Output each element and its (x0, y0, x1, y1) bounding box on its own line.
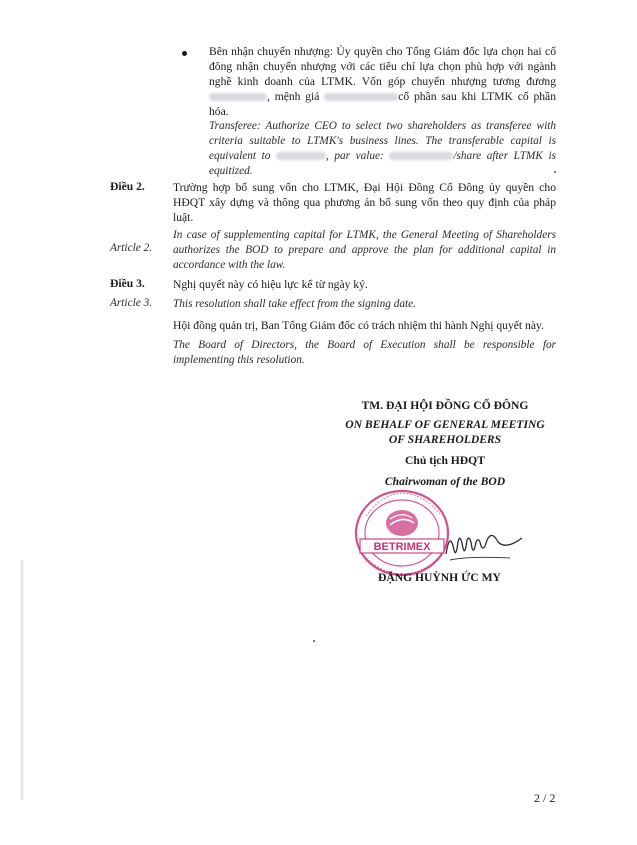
article2-text-en-wrap (173, 228, 556, 273)
article3-text-vn-wrap (173, 277, 556, 292)
behalf-en-line1: ON BEHALF OF GENERAL MEETING (345, 418, 545, 431)
article3-text-vn: Nghị quyết này có hiệu lực kể từ ngày ký. (173, 278, 368, 291)
transferee-en: Transferee: Authorize CEO to select two shareholders as transferee with criteria suitable to LTMK's business lines. The transferable capital is equivalent to , par value: /share after LTMK is equitized. (209, 120, 557, 177)
article3-text-en-wrap (173, 297, 556, 312)
scan-speck (313, 640, 315, 642)
duty-vn: Hội đồng quản trị, Ban Tổng Giám đốc có trách nhiệm thi hành Nghị quyết này. (173, 319, 544, 332)
duty-en: The Board of Directors, the Board of Execution shall be responsible for implementing this resolution. (173, 339, 556, 366)
behalf-en-line2: OF SHAREHOLDERS (388, 433, 502, 446)
article2-text-en: In case of supplementing capital for LTMK, the General Meeting of Shareholders authorizes the BOD to prepare and approve the plan for additional capital in accordance with the law. (173, 229, 556, 271)
behalf-vn: TM. ĐẠI HỘI ĐỒNG CỔ ĐÔNG (361, 399, 529, 412)
article3-label-en: Article 3. (110, 297, 153, 309)
page-number: 2 / 2 (534, 791, 556, 805)
signature-block (330, 398, 560, 489)
role-en: Chairwoman of the BOD (384, 475, 506, 488)
binding-shadow (20, 560, 24, 800)
duty-vn-wrap (173, 318, 556, 333)
redacted-amount (209, 93, 267, 101)
transferee-vn: Bên nhận chuyển nhượng: Ủy quyền cho Tổng Giám đốc lựa chọn hai cổ đông nhận chuyển nhượng với các tiêu chí lựa chọn phù hợp với ngành nghề kinh doanh của LTMK. Vốn góp chuyển nhượng tương đương , mệnh giá cổ phần sau khi LTMK cổ phần hóa. (209, 45, 556, 118)
article2-text-vn-wrap (173, 180, 556, 225)
redacted-par-value-en (389, 152, 453, 160)
transferee-block (209, 44, 556, 179)
role-vn: Chủ tịch HĐQT (405, 454, 485, 467)
article2-label-vn: Điều 2. (110, 180, 145, 193)
article3-label-vn: Điều 3. (110, 277, 145, 290)
redacted-amount-en (276, 152, 326, 160)
signatory-name: ĐẶNG HUỲNH ỨC MY (378, 571, 501, 584)
article2-label-en: Article 2. (110, 242, 153, 254)
duty-en-wrap (173, 338, 556, 368)
scan-speck (554, 171, 556, 173)
article3-text-en: This resolution shall take effect from the signing date. (173, 298, 416, 310)
handwritten-signature (440, 520, 530, 570)
article2-text-vn: Trường hợp bổ sung vốn cho LTMK, Đại Hội Đồng Cổ Đông ủy quyền cho HĐQT xây dựng và thông qua phương án bổ sung vốn theo quy định của pháp luật. (173, 181, 556, 224)
seal-brand: BETRIMEX (373, 541, 431, 553)
bullet-point (182, 51, 187, 56)
redacted-par-value (324, 93, 398, 101)
